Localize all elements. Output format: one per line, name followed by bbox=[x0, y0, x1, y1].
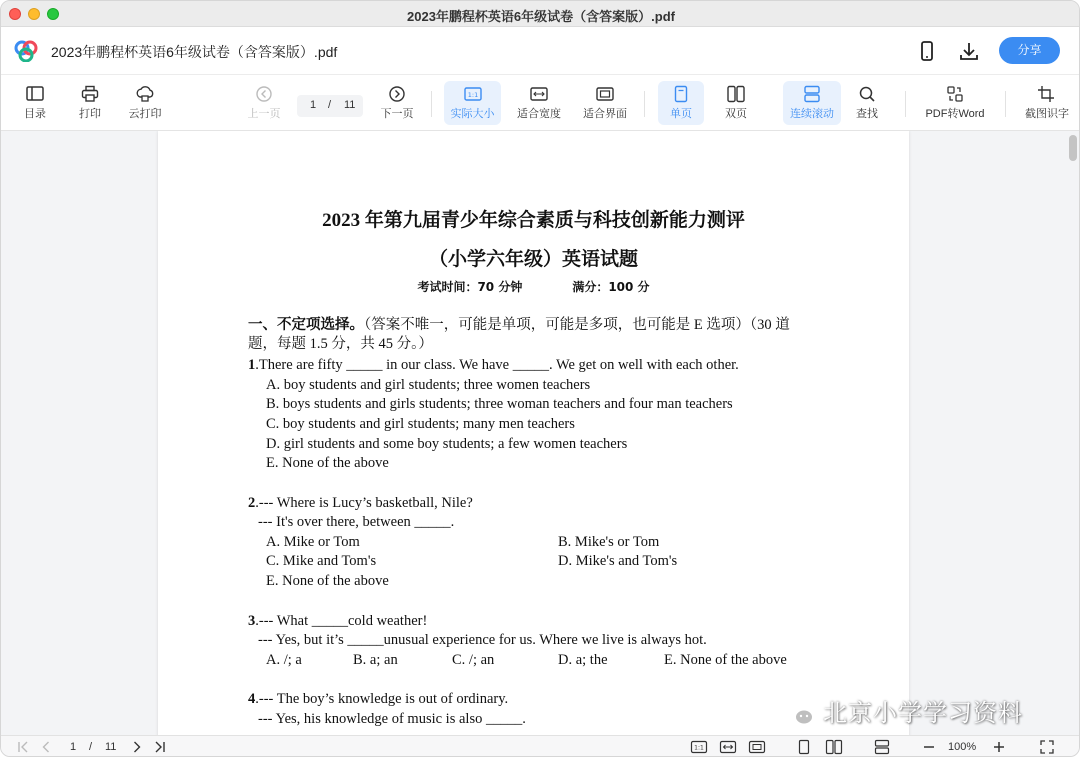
fit-width-button[interactable]: 适合宽度 bbox=[512, 81, 566, 125]
continuous-scroll-small-icon bbox=[873, 739, 891, 755]
q1-option-d: D. girl students and some boy students; a few women teachers bbox=[266, 436, 628, 452]
double-page-small-icon bbox=[825, 739, 843, 755]
question-2-line-2: --- It's over there, between _____. bbox=[258, 514, 455, 530]
actual-size-small-button[interactable] bbox=[690, 739, 708, 755]
q3-option-b: B. a; an bbox=[353, 652, 398, 668]
watermark: 北京小学学习资料 bbox=[781, 693, 1023, 727]
q2-option-a: A. Mike or Tom bbox=[266, 534, 360, 550]
print-button[interactable]: 打印 bbox=[70, 81, 110, 125]
document-viewport[interactable] bbox=[1, 131, 1080, 735]
next-page-button[interactable]: 下一页 bbox=[376, 81, 418, 125]
single-page-icon bbox=[671, 85, 691, 103]
section-note: 题，每题 1.5 分，共 45 分。） bbox=[248, 336, 433, 352]
zoom-in-button[interactable] bbox=[992, 739, 1006, 755]
continuous-scroll-icon bbox=[802, 85, 822, 103]
status-current-page[interactable]: 1 bbox=[70, 741, 77, 753]
q2-option-e: E. None of the above bbox=[266, 573, 389, 589]
double-page-button[interactable]: 双页 bbox=[714, 81, 758, 125]
chevron-right-circle-icon bbox=[387, 85, 407, 103]
wechat-icon bbox=[781, 700, 817, 728]
plus-icon bbox=[992, 739, 1006, 755]
vertical-scrollbar[interactable] bbox=[1069, 135, 1077, 161]
continuous-scroll-button[interactable]: 连续滚动 bbox=[783, 81, 841, 125]
fullscreen-button[interactable] bbox=[1039, 739, 1055, 755]
cloud-print-button[interactable]: 云打印 bbox=[123, 81, 167, 125]
svg-text:1:1: 1:1 bbox=[694, 744, 704, 752]
convert-icon bbox=[945, 85, 965, 103]
actual-size-button[interactable]: 1:1 实际大小 bbox=[444, 81, 501, 125]
status-bar bbox=[1, 735, 1080, 757]
toc-button[interactable]: 目录 bbox=[15, 81, 55, 125]
minus-icon bbox=[922, 739, 936, 755]
download-icon[interactable] bbox=[957, 39, 981, 63]
q2-option-d: D. Mike's and Tom's bbox=[558, 553, 678, 569]
prev-page-button[interactable]: 上一页 bbox=[243, 81, 285, 125]
status-page-sep: / bbox=[89, 741, 93, 753]
app-header bbox=[1, 27, 1080, 75]
q3-option-a: A. /; a bbox=[266, 652, 302, 668]
q2-option-b: B. Mike's or Tom bbox=[558, 534, 660, 550]
zoom-out-button[interactable] bbox=[922, 739, 936, 755]
share-button[interactable]: 分享 bbox=[999, 37, 1060, 64]
question-2: 2.--- Where is Lucy’s basketball, Nile? bbox=[248, 495, 473, 511]
fit-width-icon bbox=[529, 85, 549, 103]
print-icon bbox=[80, 85, 100, 103]
chevron-left-icon bbox=[38, 739, 54, 755]
double-page-icon bbox=[726, 85, 746, 103]
question-3: 3.--- What _____cold weather! bbox=[248, 613, 428, 629]
prev-page-small-button[interactable] bbox=[38, 739, 54, 755]
single-page-small-button[interactable] bbox=[796, 739, 812, 755]
search-icon bbox=[857, 85, 877, 103]
continuous-scroll-small-button[interactable] bbox=[873, 739, 891, 755]
fullscreen-icon bbox=[1039, 739, 1055, 755]
toolbar bbox=[1, 75, 1080, 131]
ocr-button[interactable]: 截图识字 bbox=[1019, 81, 1075, 125]
actual-size-icon bbox=[463, 85, 483, 103]
first-page-button[interactable] bbox=[15, 739, 31, 755]
toolbar-divider bbox=[431, 91, 432, 117]
title-bar bbox=[1, 1, 1080, 27]
fit-width-small-icon bbox=[719, 739, 737, 755]
last-page-button[interactable] bbox=[152, 739, 168, 755]
double-page-small-button[interactable] bbox=[825, 739, 843, 755]
question-4: 4.--- The boy’s knowledge is out of ordinary. bbox=[248, 691, 509, 707]
exam-info: 考试时间：70 分钟 满分：100 分 bbox=[417, 280, 650, 294]
svg-text:1:1: 1:1 bbox=[467, 91, 478, 99]
window-title: 2023年鹏程杯英语6年级试卷（含答案版）.pdf bbox=[407, 9, 675, 24]
question-4-line-2: --- Yes, his knowledge of music is also _____. bbox=[258, 711, 526, 727]
q3-option-e: E. None of the above bbox=[664, 652, 787, 668]
phone-icon[interactable] bbox=[915, 39, 939, 63]
toc-icon bbox=[25, 85, 45, 103]
actual-size-small-icon bbox=[690, 739, 708, 755]
exam-subtitle: （小学六年级）英语试题 bbox=[428, 249, 638, 270]
fit-page-button[interactable]: 适合界面 bbox=[578, 81, 632, 125]
q2-option-c: C. Mike and Tom's bbox=[266, 553, 377, 569]
last-page-icon bbox=[152, 739, 168, 755]
section-heading: 一、不定项选择。（答案不唯一，可能是单项，可能是多项，也可能是 E 选项）（30 道 bbox=[248, 317, 790, 333]
toolbar-divider bbox=[644, 91, 645, 117]
fit-page-icon bbox=[595, 85, 615, 103]
q3-option-c: C. /; an bbox=[452, 652, 495, 668]
find-button[interactable]: 查找 bbox=[847, 81, 887, 125]
app-logo-icon bbox=[13, 40, 39, 62]
crop-icon bbox=[1037, 85, 1057, 103]
toolbar-divider bbox=[905, 91, 906, 117]
pdf-page bbox=[158, 131, 909, 735]
pdf-to-word-button[interactable]: PDF转Word bbox=[920, 81, 990, 125]
fit-page-small-button[interactable] bbox=[748, 739, 766, 755]
single-page-button[interactable]: 单页 bbox=[658, 81, 704, 125]
q1-option-e: E. None of the above bbox=[266, 455, 389, 471]
chevron-left-circle-icon bbox=[254, 85, 274, 103]
chevron-right-icon bbox=[129, 739, 145, 755]
toolbar-divider bbox=[1005, 91, 1006, 117]
next-page-small-button[interactable] bbox=[129, 739, 145, 755]
fit-width-small-button[interactable] bbox=[719, 739, 737, 755]
question-3-line-2: --- Yes, but it’s _____unusual experience for us. Where we live is always hot. bbox=[258, 632, 707, 648]
exam-title: 2023 年第九届青少年综合素质与科技创新能力测评 bbox=[322, 210, 745, 231]
fit-page-small-icon bbox=[748, 739, 766, 755]
cloud-print-icon bbox=[135, 85, 155, 103]
q1-option-c: C. boy students and girl students; many men teachers bbox=[266, 416, 575, 432]
status-total-pages: 11 bbox=[105, 741, 117, 753]
zoom-level[interactable]: 100% bbox=[948, 741, 977, 753]
question-1: 1.There are fifty _____ in our class. We have _____. We get on well with each other. bbox=[248, 357, 739, 373]
q1-option-b: B. boys students and girls students; three woman teachers and four man teachers bbox=[266, 396, 733, 412]
document-title: 2023年鹏程杯英语6年级试卷（含答案版）.pdf bbox=[51, 44, 338, 60]
first-page-icon bbox=[15, 739, 31, 755]
q1-option-a: A. boy students and girl students; three women teachers bbox=[266, 377, 591, 393]
page-number-input[interactable]: 1 / 11 bbox=[297, 95, 363, 117]
q3-option-d: D. a; the bbox=[558, 652, 608, 668]
single-page-small-icon bbox=[796, 739, 812, 755]
